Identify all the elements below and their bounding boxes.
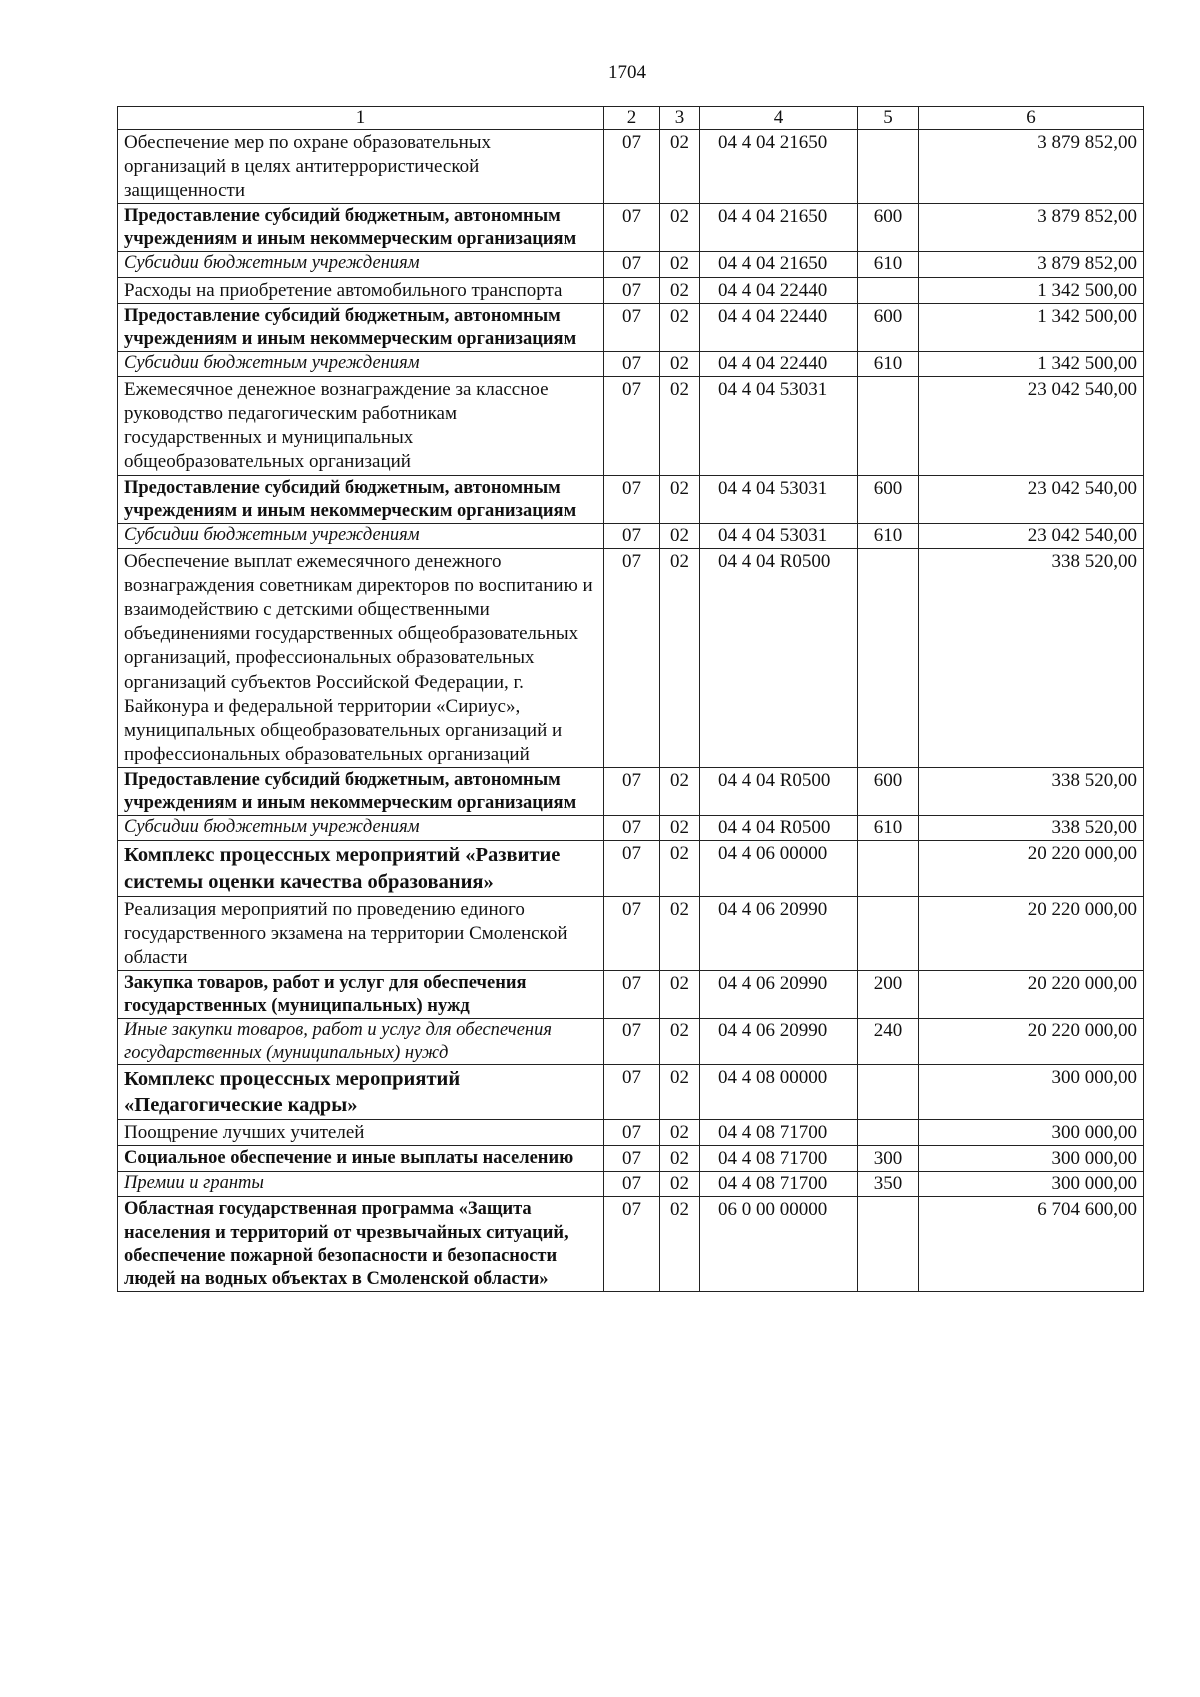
budget-table: [117, 106, 1144, 1292]
amount-cell: 3 879 852,00: [919, 252, 1144, 277]
expense-type-cell: 600: [858, 475, 919, 523]
subsection-code-cell: 02: [660, 351, 700, 376]
target-article-cell: 06 0 00 00000: [700, 1197, 858, 1292]
amount-cell: 23 042 540,00: [919, 377, 1144, 476]
section-code-cell: 07: [604, 841, 660, 896]
target-article-cell: 04 4 04 22440: [700, 277, 858, 303]
amount-cell: 338 520,00: [919, 816, 1144, 841]
target-article-cell: 04 4 04 21650: [700, 204, 858, 252]
expense-type-cell: 610: [858, 351, 919, 376]
expense-type-cell: 600: [858, 204, 919, 252]
amount-cell: 23 042 540,00: [919, 523, 1144, 548]
subsection-code-cell: 02: [660, 1172, 700, 1197]
section-code-cell: 07: [604, 129, 660, 203]
expense-type-cell: 600: [858, 768, 919, 816]
row-name-cell: Субсидии бюджетным учреждениям: [118, 351, 604, 376]
column-header: 6: [919, 107, 1144, 130]
expense-type-cell: [858, 1197, 919, 1292]
expense-type-cell: [858, 277, 919, 303]
table-row: [118, 303, 1144, 351]
table-row: [118, 841, 1144, 896]
column-header: 1: [118, 107, 604, 130]
target-article-cell: 04 4 04 53031: [700, 377, 858, 476]
row-name-cell: Субсидии бюджетным учреждениям: [118, 252, 604, 277]
table-row: [118, 204, 1144, 252]
subsection-code-cell: 02: [660, 816, 700, 841]
row-name-cell: Поощрение лучших учителей: [118, 1120, 604, 1146]
row-name-cell: Предоставление субсидий бюджетным, автономным учреждениям и иным некоммерческим организациям: [118, 475, 604, 523]
amount-cell: 20 220 000,00: [919, 896, 1144, 970]
target-article-cell: 04 4 04 R0500: [700, 548, 858, 767]
table-row: [118, 1120, 1144, 1146]
row-name-cell: Социальное обеспечение и иные выплаты населению: [118, 1146, 604, 1172]
expense-type-cell: 350: [858, 1172, 919, 1197]
target-article-cell: 04 4 06 20990: [700, 1019, 858, 1064]
expense-type-cell: [858, 1064, 919, 1119]
table-row: [118, 1197, 1144, 1292]
subsection-code-cell: 02: [660, 971, 700, 1019]
section-code-cell: 07: [604, 252, 660, 277]
target-article-cell: 04 4 04 53031: [700, 475, 858, 523]
amount-cell: 338 520,00: [919, 768, 1144, 816]
amount-cell: 20 220 000,00: [919, 841, 1144, 896]
target-article-cell: 04 4 06 20990: [700, 896, 858, 970]
subsection-code-cell: 02: [660, 523, 700, 548]
expense-type-cell: [858, 129, 919, 203]
table-row: [118, 768, 1144, 816]
expense-type-cell: [858, 548, 919, 767]
table-row: [118, 475, 1144, 523]
expense-type-cell: 610: [858, 816, 919, 841]
row-name-cell: Субсидии бюджетным учреждениям: [118, 523, 604, 548]
expense-type-cell: [858, 896, 919, 970]
table-row: [118, 252, 1144, 277]
table-header-row: [118, 107, 1144, 130]
section-code-cell: 07: [604, 204, 660, 252]
subsection-code-cell: 02: [660, 548, 700, 767]
table-row: [118, 816, 1144, 841]
section-code-cell: 07: [604, 816, 660, 841]
section-code-cell: 07: [604, 1197, 660, 1292]
amount-cell: 1 342 500,00: [919, 303, 1144, 351]
amount-cell: 338 520,00: [919, 548, 1144, 767]
amount-cell: 6 704 600,00: [919, 1197, 1144, 1292]
table-row: [118, 277, 1144, 303]
page-number: 1704: [608, 62, 646, 83]
expense-type-cell: [858, 377, 919, 476]
subsection-code-cell: 02: [660, 1019, 700, 1064]
target-article-cell: 04 4 06 20990: [700, 971, 858, 1019]
target-article-cell: 04 4 04 R0500: [700, 816, 858, 841]
subsection-code-cell: 02: [660, 1197, 700, 1292]
section-code-cell: 07: [604, 377, 660, 476]
expense-type-cell: 610: [858, 252, 919, 277]
subsection-code-cell: 02: [660, 204, 700, 252]
amount-cell: 300 000,00: [919, 1120, 1144, 1146]
section-code-cell: 07: [604, 1019, 660, 1064]
subsection-code-cell: 02: [660, 1120, 700, 1146]
subsection-code-cell: 02: [660, 303, 700, 351]
row-name-cell: Расходы на приобретение автомобильного транспорта: [118, 277, 604, 303]
target-article-cell: 04 4 08 71700: [700, 1146, 858, 1172]
section-code-cell: 07: [604, 351, 660, 376]
subsection-code-cell: 02: [660, 841, 700, 896]
amount-cell: 300 000,00: [919, 1172, 1144, 1197]
expense-type-cell: [858, 1120, 919, 1146]
expense-type-cell: 200: [858, 971, 919, 1019]
row-name-cell: Субсидии бюджетным учреждениям: [118, 816, 604, 841]
column-header: 3: [660, 107, 700, 130]
target-article-cell: 04 4 08 71700: [700, 1120, 858, 1146]
amount-cell: 1 342 500,00: [919, 277, 1144, 303]
section-code-cell: 07: [604, 1064, 660, 1119]
target-article-cell: 04 4 06 00000: [700, 841, 858, 896]
subsection-code-cell: 02: [660, 129, 700, 203]
column-header: 2: [604, 107, 660, 130]
subsection-code-cell: 02: [660, 896, 700, 970]
target-article-cell: 04 4 04 22440: [700, 303, 858, 351]
target-article-cell: 04 4 04 22440: [700, 351, 858, 376]
amount-cell: 20 220 000,00: [919, 1019, 1144, 1064]
amount-cell: 20 220 000,00: [919, 971, 1144, 1019]
subsection-code-cell: 02: [660, 768, 700, 816]
section-code-cell: 07: [604, 971, 660, 1019]
section-code-cell: 07: [604, 475, 660, 523]
table-row: [118, 896, 1144, 970]
expense-type-cell: 600: [858, 303, 919, 351]
target-article-cell: 04 4 08 00000: [700, 1064, 858, 1119]
subsection-code-cell: 02: [660, 377, 700, 476]
subsection-code-cell: 02: [660, 1146, 700, 1172]
section-code-cell: 07: [604, 896, 660, 970]
table-row: [118, 1172, 1144, 1197]
row-name-cell: Премии и гранты: [118, 1172, 604, 1197]
table-row: [118, 1019, 1144, 1064]
expense-type-cell: 300: [858, 1146, 919, 1172]
row-name-cell: Предоставление субсидий бюджетным, автономным учреждениям и иным некоммерческим организациям: [118, 768, 604, 816]
row-name-cell: Реализация мероприятий по проведению единого государственного экзамена на территории Смоленской области: [118, 896, 604, 970]
target-article-cell: 04 4 04 53031: [700, 523, 858, 548]
expense-type-cell: [858, 841, 919, 896]
section-code-cell: 07: [604, 768, 660, 816]
table-row: [118, 1146, 1144, 1172]
subsection-code-cell: 02: [660, 1064, 700, 1119]
row-name-cell: Закупка товаров, работ и услуг для обеспечения государственных (муниципальных) нужд: [118, 971, 604, 1019]
section-code-cell: 07: [604, 277, 660, 303]
table-row: [118, 377, 1144, 476]
target-article-cell: 04 4 08 71700: [700, 1172, 858, 1197]
table-row: [118, 129, 1144, 203]
amount-cell: 300 000,00: [919, 1064, 1144, 1119]
amount-cell: 3 879 852,00: [919, 129, 1144, 203]
section-code-cell: 07: [604, 1120, 660, 1146]
row-name-cell: Иные закупки товаров, работ и услуг для обеспечения государственных (муниципальных) нужд: [118, 1019, 604, 1064]
table-row: [118, 1064, 1144, 1119]
expense-type-cell: 240: [858, 1019, 919, 1064]
target-article-cell: 04 4 04 21650: [700, 252, 858, 277]
section-code-cell: 07: [604, 1146, 660, 1172]
amount-cell: 23 042 540,00: [919, 475, 1144, 523]
target-article-cell: 04 4 04 21650: [700, 129, 858, 203]
column-header: 4: [700, 107, 858, 130]
row-name-cell: Обеспечение выплат ежемесячного денежного вознаграждения советникам директоров по воспитанию и взаимодействию с детскими общественными объединениями государственных общеобразовательных организаций, профессиональных образовательных организаций субъектов Российской Федерации, г. Байконура и федеральной территории «Сириус», муниципальных общеобразовательных организаций и профессиональных образовательных организаций: [118, 548, 604, 767]
amount-cell: 1 342 500,00: [919, 351, 1144, 376]
amount-cell: 300 000,00: [919, 1146, 1144, 1172]
table-row: [118, 523, 1144, 548]
table-row: [118, 548, 1144, 767]
amount-cell: 3 879 852,00: [919, 204, 1144, 252]
row-name-cell: Ежемесячное денежное вознаграждение за классное руководство педагогическим работникам государственных и муниципальных общеобразовательных организаций: [118, 377, 604, 476]
subsection-code-cell: 02: [660, 475, 700, 523]
table-row: [118, 971, 1144, 1019]
row-name-cell: Комплекс процессных мероприятий «Развитие системы оценки качества образования»: [118, 841, 604, 896]
row-name-cell: Предоставление субсидий бюджетным, автономным учреждениям и иным некоммерческим организациям: [118, 303, 604, 351]
subsection-code-cell: 02: [660, 252, 700, 277]
section-code-cell: 07: [604, 303, 660, 351]
subsection-code-cell: 02: [660, 277, 700, 303]
column-header: 5: [858, 107, 919, 130]
expense-type-cell: 610: [858, 523, 919, 548]
section-code-cell: 07: [604, 548, 660, 767]
section-code-cell: 07: [604, 1172, 660, 1197]
row-name-cell: Областная государственная программа «Защита населения и территорий от чрезвычайных ситуаций, обеспечение пожарной безопасности и безопасности людей на водных объектах в Смоленской области»: [118, 1197, 604, 1292]
row-name-cell: Комплекс процессных мероприятий «Педагогические кадры»: [118, 1064, 604, 1119]
table-row: [118, 351, 1144, 376]
target-article-cell: 04 4 04 R0500: [700, 768, 858, 816]
section-code-cell: 07: [604, 523, 660, 548]
row-name-cell: Обеспечение мер по охране образовательных организаций в целях антитеррористической защищенности: [118, 129, 604, 203]
row-name-cell: Предоставление субсидий бюджетным, автономным учреждениям и иным некоммерческим организациям: [118, 204, 604, 252]
